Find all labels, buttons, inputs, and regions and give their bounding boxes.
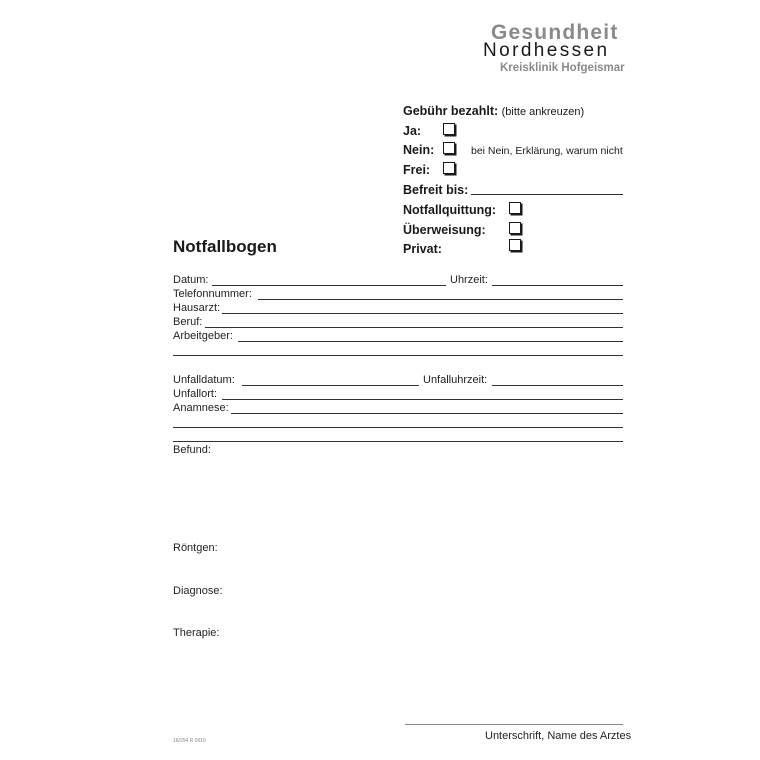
befund-label: Befund: bbox=[173, 444, 211, 456]
uhrzeit-label: Uhrzeit: bbox=[450, 274, 488, 286]
fee-ueberweisung-label: Überweisung: bbox=[403, 223, 486, 237]
unfallort-label: Unfallort: bbox=[173, 388, 218, 400]
fee-section bbox=[0, 0, 760, 260]
logo-gesundheit: Gesundheit bbox=[491, 21, 619, 44]
beruf-line[interactable] bbox=[205, 327, 623, 328]
unfalluhrzeit-label: Unfalluhrzeit: bbox=[423, 374, 488, 386]
hausarzt-line[interactable] bbox=[222, 313, 623, 314]
fee-notfallquittung-checkbox[interactable] bbox=[509, 202, 521, 214]
uhrzeit-line[interactable] bbox=[492, 285, 623, 286]
form-code: 16/294 R 0610 bbox=[173, 738, 206, 744]
datum-label: Datum: bbox=[173, 274, 209, 286]
fee-befreit-line[interactable] bbox=[471, 194, 623, 195]
fee-heading-label: Gebühr bezahlt: bbox=[403, 104, 499, 118]
fee-frei-label: Frei: bbox=[403, 163, 431, 177]
form-title: Notfallbogen bbox=[173, 237, 277, 256]
fee-frei-checkbox[interactable] bbox=[443, 162, 455, 174]
arbeitgeber-extra-line[interactable] bbox=[173, 355, 623, 356]
signature-label: Unterschrift, Name des Arztes bbox=[485, 730, 632, 742]
fee-nein-checkbox[interactable] bbox=[443, 142, 455, 154]
unfallort-line[interactable] bbox=[222, 399, 623, 400]
datum-line[interactable] bbox=[212, 285, 446, 286]
fee-nein-note: bei Nein, Erklärung, warum nicht bbox=[471, 145, 623, 157]
anamnese-extra-line-1[interactable] bbox=[173, 427, 623, 428]
fee-ja-checkbox[interactable] bbox=[443, 123, 455, 135]
logo-clinic-name: Kreisklinik Hofgeismar bbox=[500, 62, 625, 74]
telefonnummer-line[interactable] bbox=[258, 299, 623, 300]
fee-ueberweisung-checkbox[interactable] bbox=[509, 222, 521, 234]
fee-notfallquittung-label: Notfallquittung: bbox=[403, 203, 497, 217]
anamnese-label: Anamnese: bbox=[173, 402, 229, 414]
logo-nordhessen: Nordhessen bbox=[483, 40, 610, 61]
unfalldatum-label: Unfalldatum: bbox=[173, 374, 235, 386]
anamnese-line[interactable] bbox=[231, 413, 623, 414]
fee-privat-label: Privat: bbox=[403, 242, 442, 256]
unfalluhrzeit-line[interactable] bbox=[492, 385, 623, 386]
hausarzt-label: Hausarzt: bbox=[173, 302, 221, 314]
roentgen-label: Röntgen: bbox=[173, 542, 218, 554]
unfalldatum-line[interactable] bbox=[242, 385, 419, 386]
fee-nein-label: Nein: bbox=[403, 143, 435, 157]
fee-privat-checkbox[interactable] bbox=[509, 239, 521, 251]
beruf-label: Beruf: bbox=[173, 316, 203, 328]
signature-line[interactable] bbox=[405, 724, 623, 725]
diagnose-label: Diagnose: bbox=[173, 585, 223, 597]
fee-ja-label: Ja: bbox=[403, 124, 422, 138]
therapie-label: Therapie: bbox=[173, 627, 220, 639]
anamnese-extra-line-2[interactable] bbox=[173, 441, 623, 442]
arbeitgeber-label: Arbeitgeber: bbox=[173, 330, 233, 342]
telefonnummer-label: Telefonnummer: bbox=[173, 288, 252, 300]
arbeitgeber-line[interactable] bbox=[238, 341, 623, 342]
fee-hint: (bitte ankreuzen) bbox=[501, 106, 585, 118]
fee-heading bbox=[403, 104, 584, 119]
fee-befreit-label: Befreit bis: bbox=[403, 183, 469, 197]
